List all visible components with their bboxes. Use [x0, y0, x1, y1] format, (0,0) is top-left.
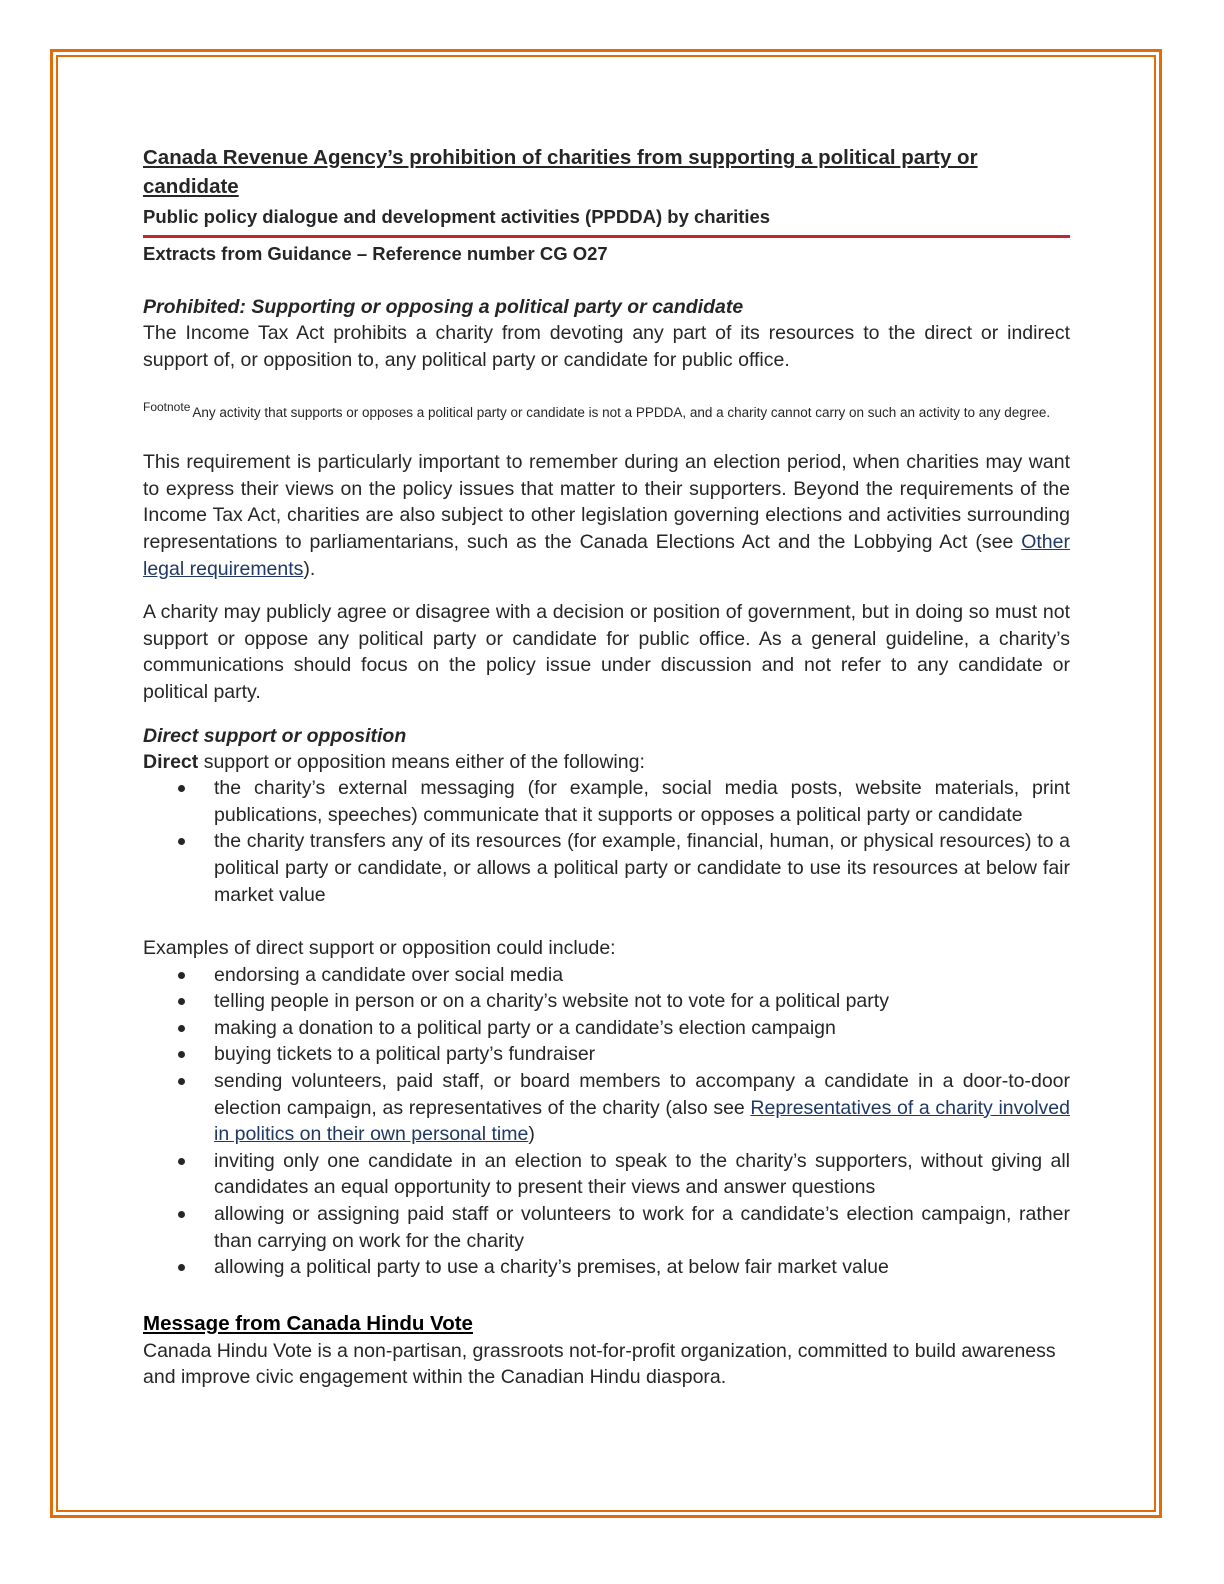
extract-reference: Extracts from Guidance – Reference number CG O27	[143, 243, 608, 264]
list-item: the charity’s external messaging (for example, social media posts, website materials, print publications, speeches) communicate that it supports or opposes a political party or candidate	[143, 775, 1070, 828]
election-text: This requirement is particularly important to remember during an election period, when charities may want to express their views on the policy issues that matter to their supporters. Beyond the requirements of the Income Tax Act, charities are also subject to other legislation governing elections and activities surrounding representations to parliamentarians, such as the Canada Elections Act and the Lobbying Act (see	[143, 451, 1070, 553]
message-text: Canada Hindu Vote is a non-partisan, grassroots not-for-profit organization, committed to build awareness and improve civic engagement within the Canadian Hindu diaspora.	[143, 1339, 1056, 1389]
document-subtitle: Public policy dialogue and development activities (PPDDA) by charities	[143, 206, 771, 227]
list-item	[143, 1068, 1070, 1148]
representatives-link[interactable]: Representatives of a charity involved in politics on their own personal time	[214, 1096, 1070, 1146]
direct-intro	[143, 749, 1070, 776]
message-heading: Message from Canada Hindu Vote	[143, 1311, 473, 1335]
direct-intro-bold: Direct	[143, 750, 199, 773]
examples-list	[143, 962, 1070, 1281]
document-title: Canada Revenue Agency’s prohibition of charities from supporting a political party or candidate	[143, 146, 978, 198]
list-item: making a donation to a political party or a candidate’s election campaign	[143, 1015, 1070, 1042]
list-item: endorsing a candidate over social media	[143, 962, 1070, 989]
direct-list	[143, 775, 1070, 908]
list-item: allowing or assigning paid staff or volunteers to work for a candidate’s election campaign, rather than carrying on work for the charity	[143, 1201, 1070, 1254]
direct-heading: Direct support or opposition	[143, 724, 407, 747]
list-item: buying tickets to a political party’s fundraiser	[143, 1041, 1070, 1068]
list-item: the charity transfers any of its resources (for example, financial, human, or physical resources) to a political party or candidate, or allows a political party or candidate to use its resources at below fair market value	[143, 828, 1070, 908]
other-legal-requirements-link[interactable]: Other legal requirements	[143, 530, 1070, 580]
direct-intro-rest: support or opposition means either of the following:	[198, 750, 645, 773]
document-content	[143, 143, 1070, 1391]
example-5-end: )	[528, 1123, 535, 1146]
footnote-marker: Footnote	[143, 400, 191, 415]
prohibited-text: The Income Tax Act prohibits a charity from devoting any part of its resources to the direct or indirect support of, or opposition to, any political party or candidate for public office.	[143, 322, 1070, 371]
footnote-text: Any activity that supports or opposes a political party or candidate is not a PPDDA, and a charity cannot carry on such an activity to any degree.	[192, 405, 1051, 421]
footnote	[143, 397, 1070, 423]
prohibited-heading: Prohibited: Supporting or opposing a political party or candidate	[143, 296, 744, 318]
government-paragraph: A charity may publicly agree or disagree with a decision or position of government, but in doing so must not support or oppose any political party or candidate for public office. As a general guideline, a charity’s communications should focus on the policy issue under discussion and not refer to any candidate or political party.	[143, 601, 1070, 703]
red-divider	[143, 235, 1070, 238]
example-5-text: sending volunteers, paid staff, or board members to accompany a candidate in a door-to-door election campaign, as representatives of the charity (also see	[214, 1070, 1070, 1119]
list-item: inviting only one candidate in an election to speak to the charity’s supporters, without giving all candidates an equal opportunity to present their views and answer questions	[143, 1148, 1070, 1201]
election-paragraph	[143, 449, 1070, 582]
examples-intro: Examples of direct support or opposition could include:	[143, 937, 616, 960]
list-item: allowing a political party to use a charity’s premises, at below fair market value	[143, 1254, 1070, 1281]
election-text-end: ).	[303, 557, 316, 580]
list-item: telling people in person or on a charity’s website not to vote for a political party	[143, 988, 1070, 1015]
